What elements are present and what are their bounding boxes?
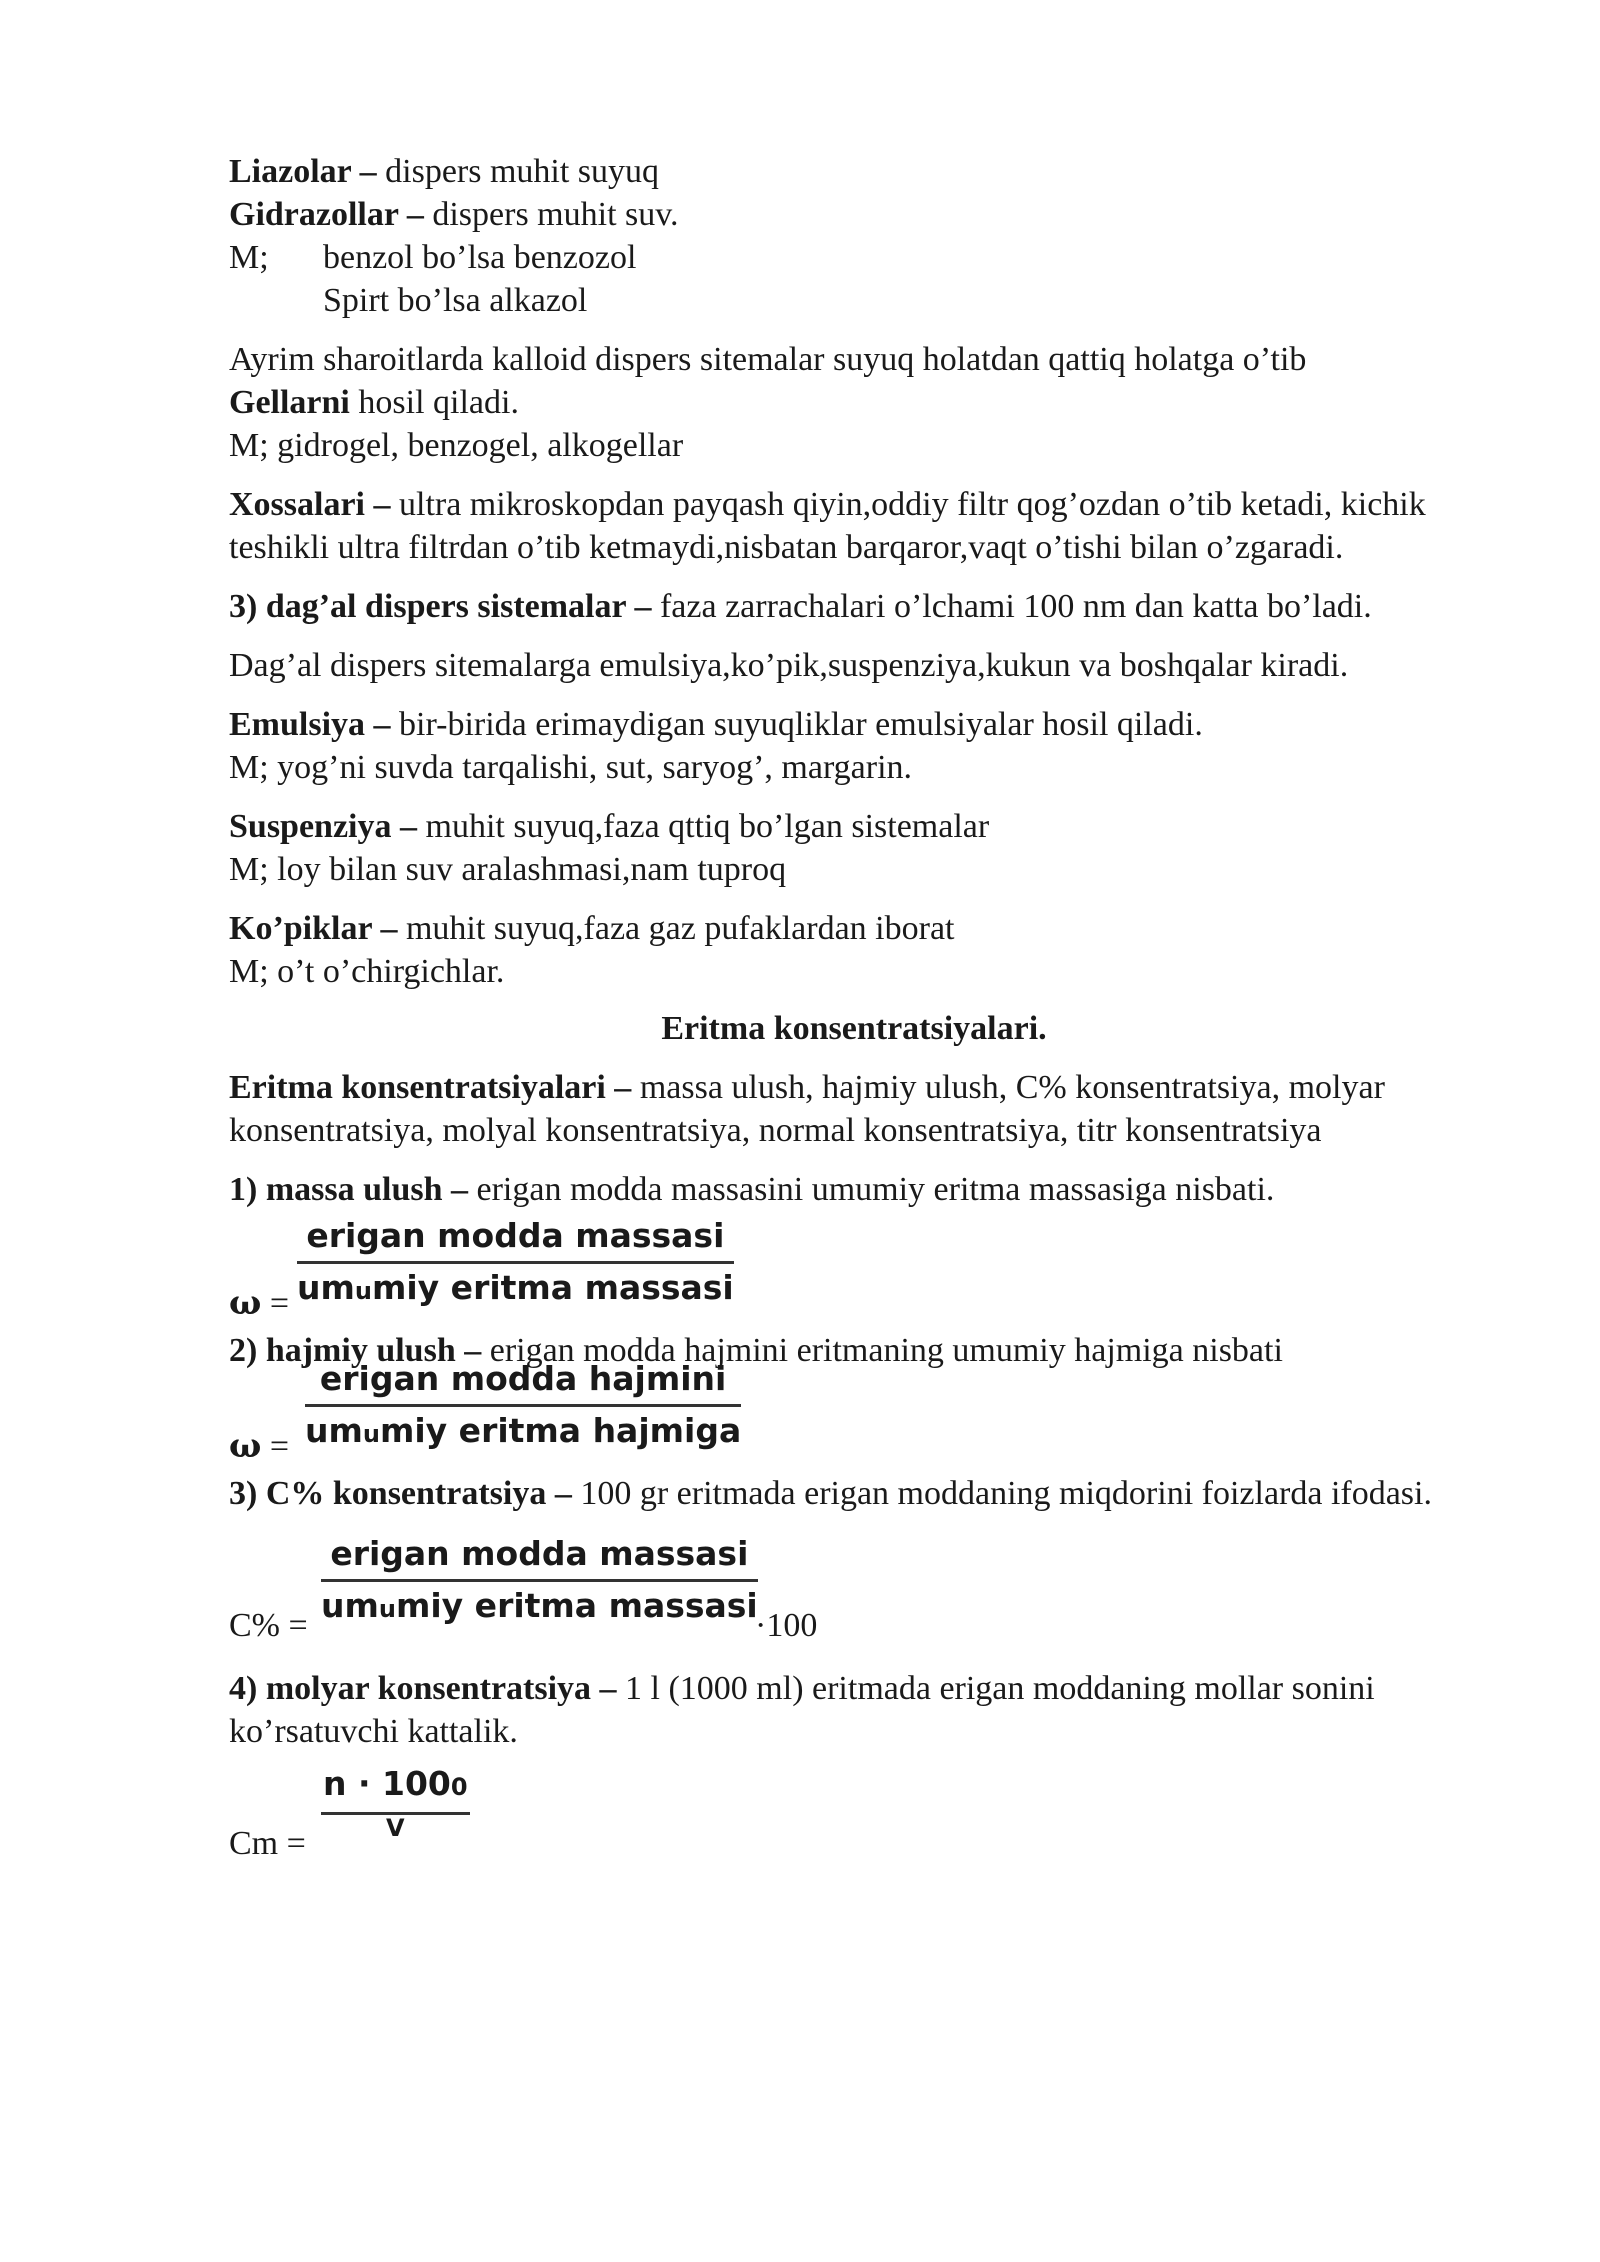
term: Gellarni (229, 384, 350, 421)
definition-c-percent: 3) C% konsentratsiya – 100 gr eritmada erigan moddaning miqdorini foizlarda ifodasi. (229, 1475, 1432, 1512)
formula-massa-ulush (229, 1211, 1479, 1329)
formula-fraction (297, 1215, 734, 1311)
formula-molyar (229, 1753, 1479, 1869)
example-text: benzol bo’lsa benzozol (323, 239, 637, 276)
term: Suspenziya – (229, 808, 417, 845)
paragraph-dagal-list: Dag’al dispers sitemalarga emulsiya,ko’pik,suspenziya,kukun va boshqalar kiradi. (229, 647, 1349, 684)
term: 3) dag’al dispers sistemalar – (229, 588, 652, 625)
definition-text: dispers muhit suv. (423, 196, 679, 233)
numerator: erigan modda massasi (297, 1215, 734, 1264)
formula-fraction (305, 1358, 741, 1454)
definition-gidrazollar (229, 193, 1479, 236)
example-kopiklar: M; o’t o’chirgichlar. (229, 953, 505, 990)
numerator: erigan modda hajmini (305, 1358, 741, 1407)
definition-suspenziya: Suspenziya – muhit suyuq,faza qttiq bo’lgan sistemalar (229, 808, 990, 845)
denominator: V (386, 1814, 405, 1842)
definition-molyar: 4) molyar konsentratsiya – 1 l (1000 ml) eritmada erigan moddaning mollar sonini ko’rsatuvchi kattalik. (229, 1670, 1375, 1750)
paragraph-dagal: 3) dag’al dispers sistemalar – faza zarrachalari o’lchami 100 nm dan katta bo’ladi. (229, 588, 1372, 625)
definition-hajmiy-ulush: 2) hajmiy ulush – erigan modda hajmini eritmaning umumiy hajmiga nisbati (229, 1332, 1283, 1369)
denominator: umumiy eritma massasi (321, 1586, 758, 1625)
denominator: umumiy eritma hajmiga (305, 1411, 742, 1450)
example-suspenziya: M; loy bilan suv aralashmasi,nam tuproq (229, 851, 787, 888)
definition-emulsiya: Emulsiya – bir-birida erimaydigan suyuqliklar emulsiyalar hosil qiladi. (229, 706, 1203, 743)
example-gellar: M; gidrogel, benzogel, alkogellar (229, 427, 684, 464)
example-emulsiya: M; yog’ni suvda tarqalishi, sut, saryog’, margarin. (229, 749, 913, 786)
definition-kopiklar: Ko’piklar – muhit suyuq,faza gaz pufaklardan iborat (229, 910, 955, 947)
term: 4) molyar konsentratsiya – (229, 1670, 617, 1707)
example-label: M; (229, 239, 269, 276)
term: 2) hajmiy ulush – (229, 1332, 482, 1369)
formula-lhs: Cm = (229, 1825, 306, 1862)
definition-liazolar (229, 150, 1479, 193)
example-benzozol (229, 236, 1479, 279)
term: Liazolar – (229, 153, 377, 190)
formula-lhs: ω = (229, 1283, 290, 1323)
numerator: erigan modda massasi (321, 1533, 758, 1582)
term: Eritma konsentratsiyalari – (229, 1069, 632, 1106)
denominator: umumiy eritma massasi (297, 1268, 734, 1307)
term: 1) massa ulush – (229, 1171, 469, 1208)
formula-c-percent (229, 1515, 1479, 1651)
paragraph-gellar: Ayrim sharoitlarda kalloid dispers sitemalar suyuq holatdan qattiq holatga o’tib Gellarni hosil qiladi. (229, 341, 1307, 421)
formula-hajmiy-ulush (229, 1359, 1479, 1472)
formula-lhs: C% = (229, 1607, 308, 1644)
formula-multiplier: ·100 (755, 1607, 818, 1644)
definition-text: dispers muhit suyuq (376, 153, 660, 190)
term: Gidrazollar – (229, 196, 424, 233)
formula-lhs: ω = (229, 1426, 290, 1466)
section-title: Eritma konsentratsiyalari. (661, 1010, 1047, 1047)
term: Emulsiya – (229, 706, 391, 743)
example-alkazol: Spirt bo’lsa alkazol (323, 282, 588, 319)
term: Ko’piklar – (229, 910, 398, 947)
term: 3) C% konsentratsiya – (229, 1475, 572, 1512)
term: Xossalari – (229, 486, 391, 523)
formula-fraction (321, 1533, 758, 1629)
paragraph-xossalari: Xossalari – ultra mikroskopdan payqash qiyin,oddiy filtr qog’ozdan o’tib ketadi, kichik teshikli ultra filtrdan o’tib ketmaydi,nisbatan barqaror,vaqt o’tishi bilan o’zgaradi. (229, 486, 1426, 566)
definition-massa-ulush: 1) massa ulush – erigan modda massasini umumiy eritma massasiga nisbati. (229, 1171, 1275, 1208)
formula-fraction (321, 1763, 470, 1841)
document-body (229, 150, 1479, 1869)
definition-eritma: Eritma konsentratsiyalari – massa ulush, hajmiy ulush, C% konsentratsiya, molyar konsentratsiya, molyal konsentratsiya, normal konsentratsiya, titr konsentratsiya (229, 1069, 1385, 1149)
numerator: n · 1000 (321, 1763, 470, 1815)
